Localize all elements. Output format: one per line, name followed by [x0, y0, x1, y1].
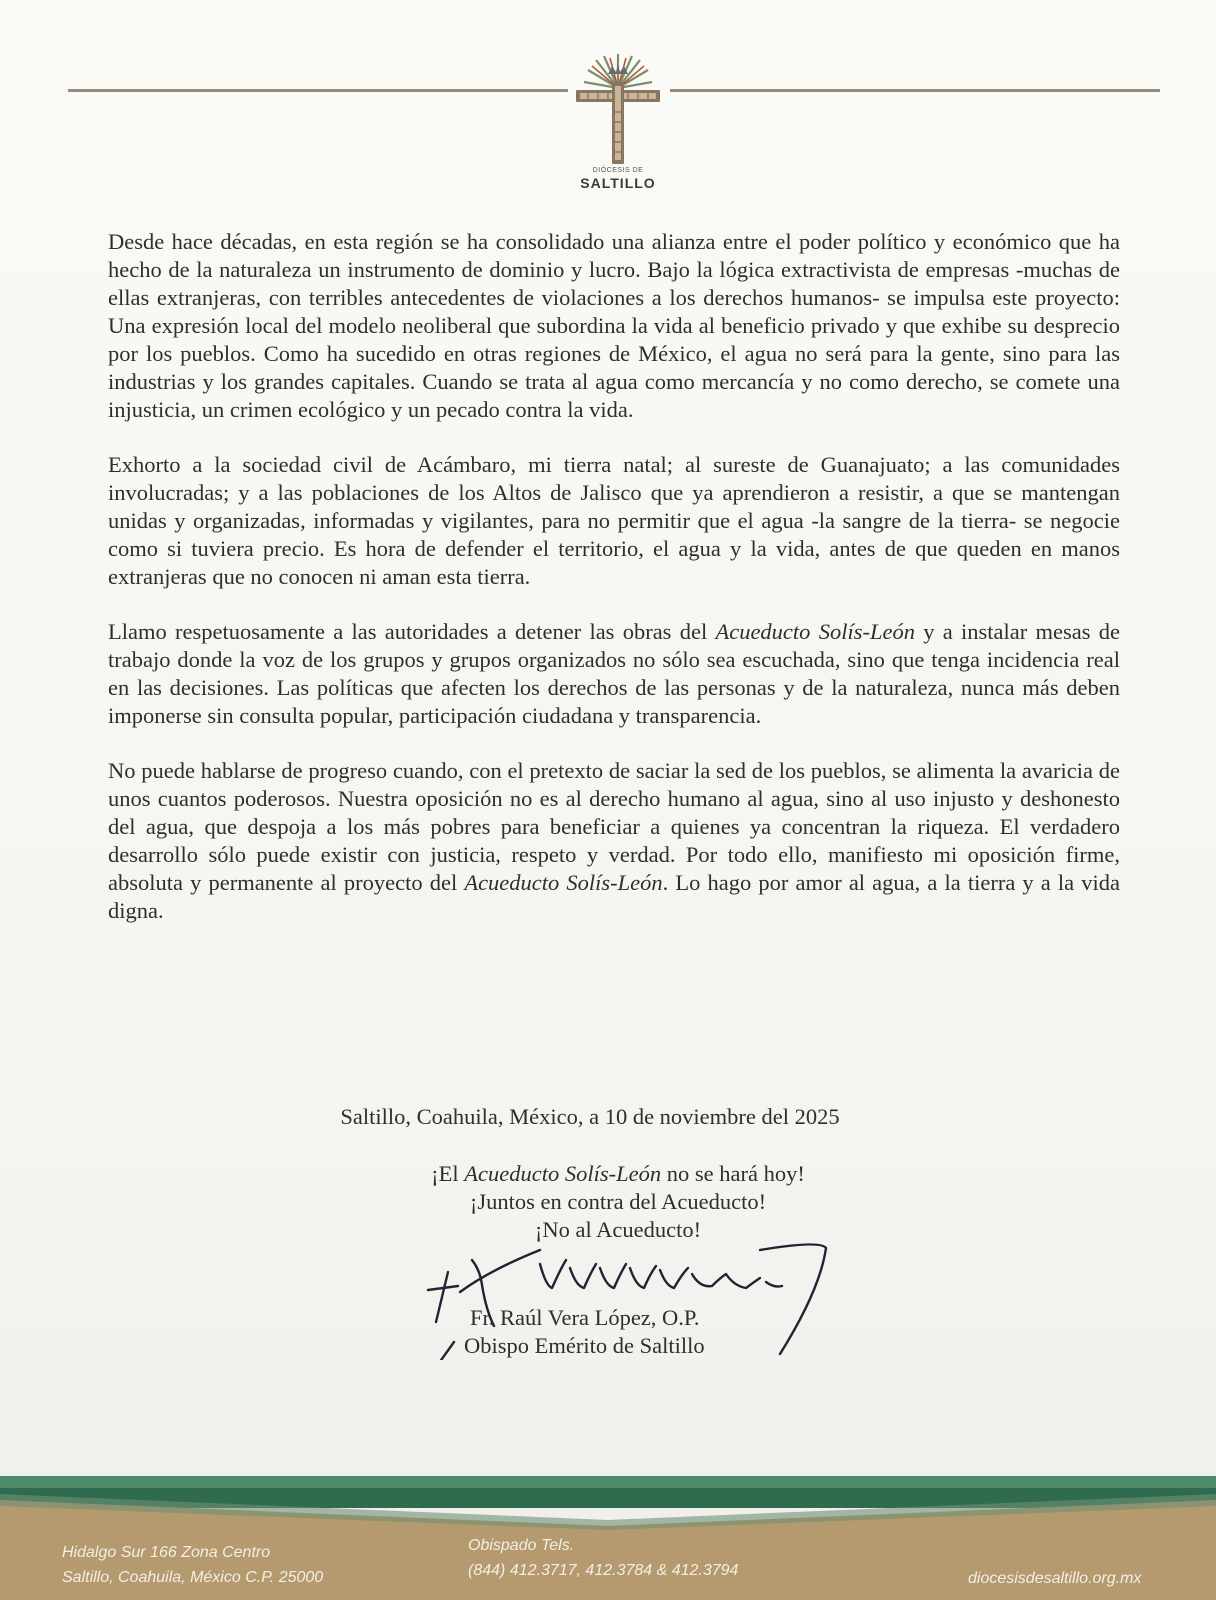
date-line: Saltillo, Coahuila, México, a 10 de noviembre del 2025 — [340, 1104, 840, 1129]
phones-numbers: (844) 412.3717, 412.3784 & 412.3794 — [468, 1562, 739, 1579]
signatory-name: Fr. Raúl Vera López, O.P. — [470, 1305, 700, 1330]
slogan-1 — [10, 1161, 1216, 1187]
diocese-logo — [568, 52, 668, 200]
paragraph-text: . Lo hago por amor al agua, a la tierra y a la vida digna. — [108, 870, 1120, 923]
project-name-italic: Acueducto Solís-León — [715, 619, 915, 644]
cross-emblem-icon — [568, 52, 668, 167]
paragraph-2 — [108, 451, 1120, 591]
slogan-1-suffix: no se hará hoy! — [661, 1161, 805, 1186]
footer-address — [62, 1540, 323, 1590]
paragraph-text: y a instalar mesas de trabajo donde la voz de los grupos y grupos organizados no sólo sea escuchada, sino que tenga incidencia real en las decisiones. Las políticas que afecten los derechos de las personas y de la naturaleza, nunca más deben imponerse sin consulta popular, participación ciudadana y transparencia. — [108, 619, 1120, 728]
paragraph-text: Desde hace décadas, en esta región se ha consolidado una alianza entre el poder político y económico que ha hecho de la naturaleza un instrumento de dominio y lucro. Bajo la lógica extractivista de empresas -muchas de ellas extranjeras, con terribles antecedentes de violaciones a los derechos humanos- se impulsa este proyecto: Una expresión local del modelo neoliberal que subordina la vida al beneficio privado y que exhibe su desprecio por los pueblos. Como ha sucedido en otras regiones de México, el agua no será para la gente, sino para las industrias y los grandes capitales. Cuando se trata al agua como mercancía y no como derecho, se comete una injusticia, un crimen ecológico y un pecado contra la vida. — [108, 229, 1120, 422]
paragraph-text: Llamo respetuosamente a las autoridades a detener las obras del — [108, 619, 716, 644]
slogan-1-italic: Acueducto Solís-León — [464, 1161, 662, 1186]
paragraph-4 — [108, 757, 1120, 925]
logo-title: SALTILLO — [580, 175, 656, 191]
footer-phones — [468, 1533, 738, 1583]
header-rule-right — [670, 89, 1160, 92]
paragraph-3 — [108, 618, 1120, 730]
paragraph-1 — [108, 228, 1120, 424]
logo-subtitle: DIÓCESIS DE — [592, 167, 644, 174]
slogan-2: ¡Juntos en contra del Acueducto! — [469, 1189, 767, 1214]
letter-body — [108, 228, 1120, 952]
paragraph-text: Exhorto a la sociedad civil de Acámbaro, mi tierra natal; al sureste de Guanajuato; a las comunidades involucradas; y a las poblaciones de los Altos de Jalisco que ya aprendieron a resistir, a que se mantengan unidas y organizadas, informadas y vigilantes, para no permitir que el agua -la sangre de la tierra- se negocie como si tuviera precio. Es hora de defender el territorio, el agua y la vida, antes de que queden en manos extranjeras que no conocen ni aman esta tierra. — [108, 452, 1120, 589]
project-name-italic: Acueducto Solís-León — [464, 870, 663, 895]
paragraph-text: No puede hablarse de progreso cuando, con el pretexto de saciar la sed de los pueblos, se alimenta la avaricia de unos cuantos poderosos. Nuestra oposición no es al derecho humano al agua, sino al uso injusto y deshonesto del agua, que despoja a los más pobres para beneficiar a quienes ya concentran la riqueza. El verdadero desarrollo sólo puede existir con justicia, respeto y verdad. Por todo ello, manifiesto mi oposición firme, absoluta y permanente al proyecto del — [108, 758, 1120, 895]
phones-label: Obispado Tels. — [468, 1537, 575, 1554]
signatory-role: Obispo Emérito de Saltillo — [464, 1333, 705, 1358]
address-line-1: Hidalgo Sur 166 Zona Centro — [62, 1544, 271, 1561]
slogan-1-prefix: ¡El — [431, 1161, 465, 1186]
header-rule-left — [68, 89, 568, 92]
slogan-3: ¡No al Acueducto! — [534, 1217, 702, 1242]
footer-website-link[interactable]: diocesisdesaltillo.org.mx — [968, 1570, 1142, 1587]
address-line-2: Saltillo, Coahuila, México C.P. 25000 — [62, 1569, 324, 1586]
